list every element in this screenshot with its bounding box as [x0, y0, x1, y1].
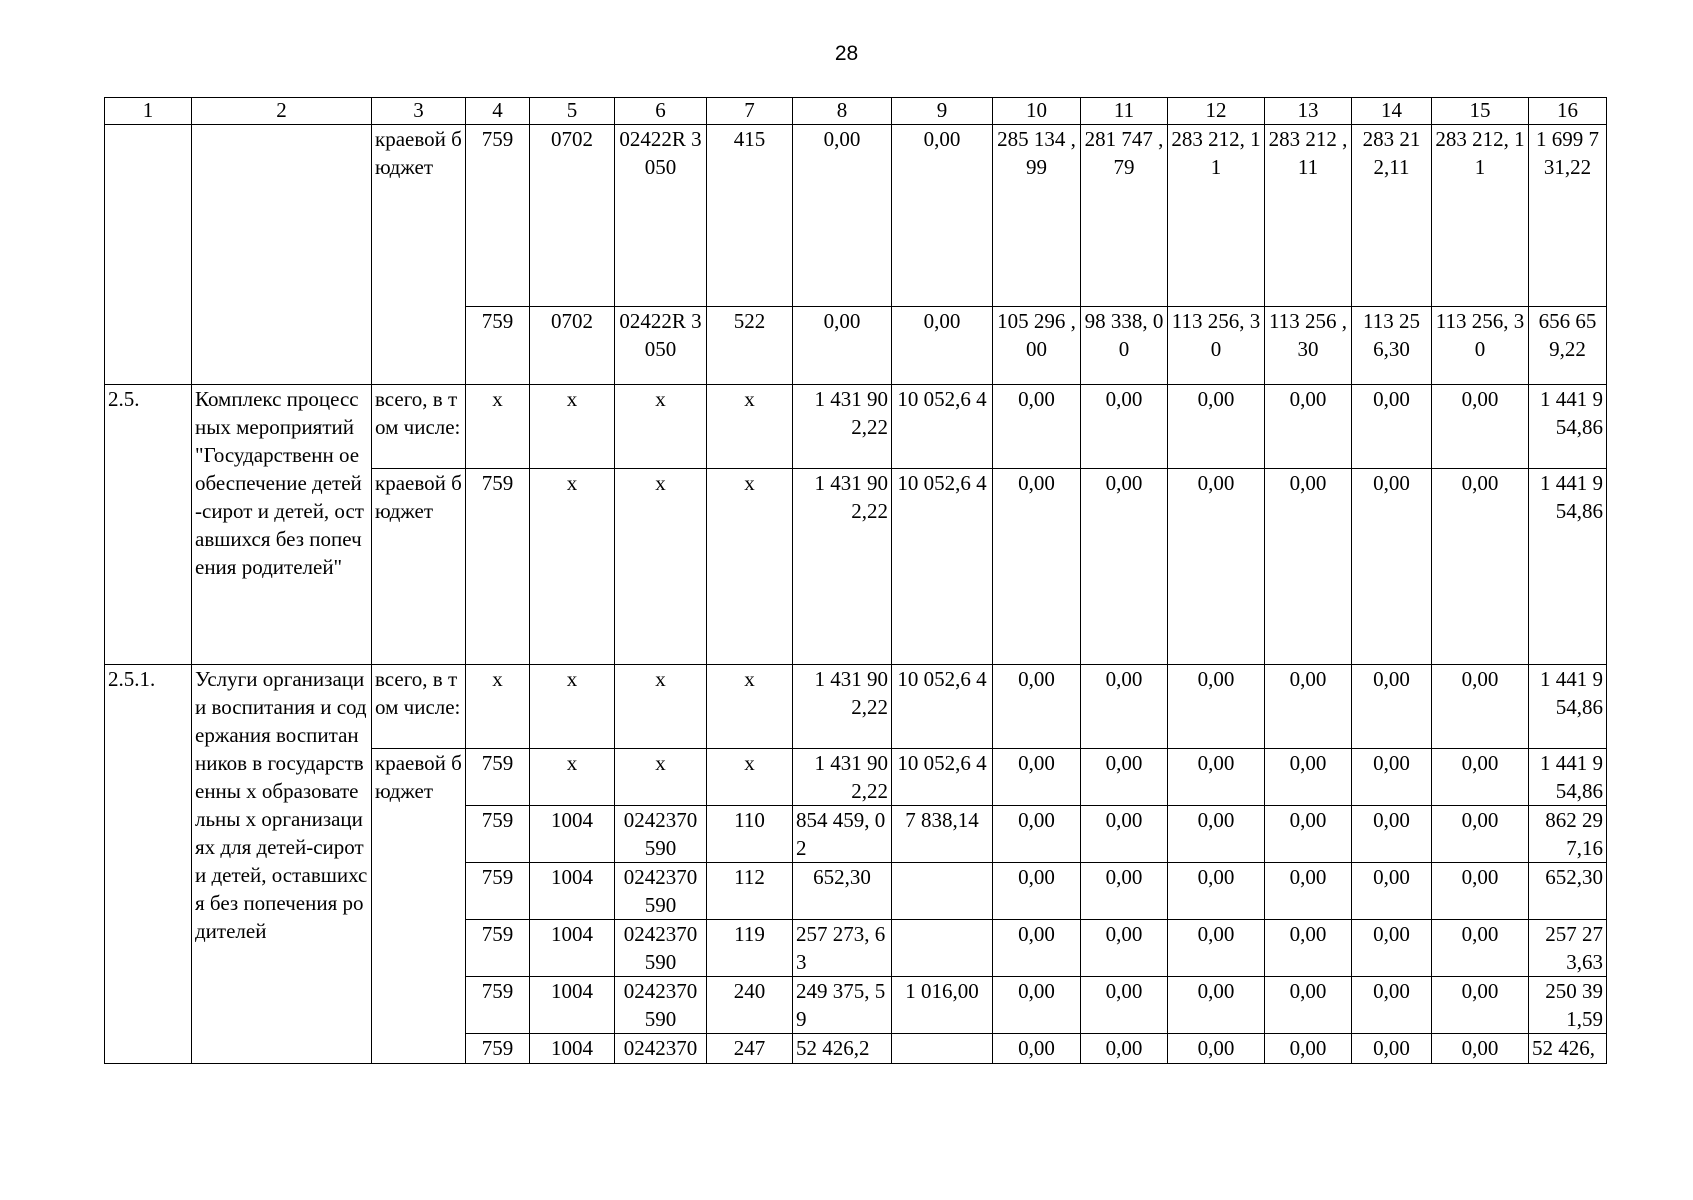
cell-c16: 1 699 7 31,22: [1529, 125, 1607, 307]
cell-c10: 0,00: [993, 469, 1081, 665]
cell-c10: 0,00: [993, 863, 1081, 920]
cell-c9: 1 016,00: [892, 977, 993, 1034]
cell-c15: 0,00: [1432, 977, 1529, 1034]
cell-c9: [892, 920, 993, 977]
cell-c5: 1004: [530, 806, 615, 863]
cell-c10: 0,00: [993, 1034, 1081, 1064]
cell-c5: x: [530, 749, 615, 806]
column-header: 5: [530, 98, 615, 125]
cell-c13: 0,00: [1265, 863, 1352, 920]
item-number-cell: [105, 125, 192, 385]
cell-c12: 0,00: [1168, 806, 1265, 863]
cell-c14: 0,00: [1352, 749, 1432, 806]
cell-c9: 7 838,14: [892, 806, 993, 863]
cell-c7: 522: [707, 307, 793, 385]
cell-c16: 656 65 9,22: [1529, 307, 1607, 385]
cell-c7: x: [707, 469, 793, 665]
funding-source-cell: краевой бюджет: [372, 125, 466, 385]
cell-c6: 0242370 590: [615, 806, 707, 863]
cell-c11: 0,00: [1081, 920, 1168, 977]
cell-c8: 257 273, 63: [793, 920, 892, 977]
cell-c7: 247: [707, 1034, 793, 1064]
funding-source-cell: всего, в том числе:: [372, 665, 466, 749]
cell-c13: 0,00: [1265, 749, 1352, 806]
cell-c7: 240: [707, 977, 793, 1034]
column-header: 3: [372, 98, 466, 125]
cell-c12: 0,00: [1168, 749, 1265, 806]
cell-c10: 0,00: [993, 749, 1081, 806]
cell-c10: 0,00: [993, 806, 1081, 863]
cell-c11: 0,00: [1081, 749, 1168, 806]
cell-c6: 0242370 590: [615, 977, 707, 1034]
cell-c15: 0,00: [1432, 920, 1529, 977]
cell-c12: 0,00: [1168, 863, 1265, 920]
column-header: 16: [1529, 98, 1607, 125]
cell-c7: 415: [707, 125, 793, 307]
cell-c9: 10 052,6 4: [892, 749, 993, 806]
cell-c13: 0,00: [1265, 806, 1352, 863]
cell-c12: 283 212, 11: [1168, 125, 1265, 307]
item-name-cell: Услуги организации воспитания и содержания воспитанников в государственны х образовательны х организациях для детей-сирот и детей, оставшихся без попечения родителей: [192, 665, 372, 1064]
cell-c16: 862 29 7,16: [1529, 806, 1607, 863]
cell-c13: 113 256 ,30: [1265, 307, 1352, 385]
cell-c8: 249 375, 59: [793, 977, 892, 1034]
cell-c10: 105 296 ,00: [993, 307, 1081, 385]
cell-c9: 0,00: [892, 125, 993, 307]
column-header: 9: [892, 98, 993, 125]
cell-c13: 0,00: [1265, 920, 1352, 977]
column-header: 14: [1352, 98, 1432, 125]
cell-c11: 0,00: [1081, 665, 1168, 749]
cell-c12: 0,00: [1168, 920, 1265, 977]
table-row: [105, 385, 1607, 469]
cell-c4: 759: [466, 806, 530, 863]
cell-c5: x: [530, 665, 615, 749]
column-header: 10: [993, 98, 1081, 125]
cell-c9: [892, 863, 993, 920]
cell-c16: 1 441 9 54,86: [1529, 749, 1607, 806]
cell-c6: 02422R 3050: [615, 307, 707, 385]
cell-c5: x: [530, 469, 615, 665]
cell-c8: 0,00: [793, 307, 892, 385]
cell-c10: 0,00: [993, 665, 1081, 749]
cell-c10: 0,00: [993, 385, 1081, 469]
cell-c13: 0,00: [1265, 469, 1352, 665]
cell-c11: 98 338, 00: [1081, 307, 1168, 385]
cell-c4: 759: [466, 307, 530, 385]
cell-c8: 1 431 90 2,22: [793, 469, 892, 665]
cell-c7: x: [707, 749, 793, 806]
funding-source-cell: краевой бюджет: [372, 469, 466, 665]
cell-c16: 1 441 9 54,86: [1529, 469, 1607, 665]
cell-c12: 0,00: [1168, 977, 1265, 1034]
cell-c15: 0,00: [1432, 665, 1529, 749]
cell-c14: 113 25 6,30: [1352, 307, 1432, 385]
cell-c10: 285 134 ,99: [993, 125, 1081, 307]
item-number-cell: 2.5.1.: [105, 665, 192, 1064]
cell-c8: 1 431 90 2,22: [793, 665, 892, 749]
cell-c12: 113 256, 30: [1168, 307, 1265, 385]
cell-c6: 0242370: [615, 1034, 707, 1064]
item-name-cell: Комплекс процессных мероприятий "Государственн ое обеспечение детей-сирот и детей, оставшихся без попечения родителей": [192, 385, 372, 665]
cell-c16: 250 39 1,59: [1529, 977, 1607, 1034]
column-header: 12: [1168, 98, 1265, 125]
funding-source-cell: всего, в том числе:: [372, 385, 466, 469]
cell-c6: 0242370 590: [615, 863, 707, 920]
cell-c10: 0,00: [993, 977, 1081, 1034]
cell-c13: 0,00: [1265, 977, 1352, 1034]
budget-table: [104, 97, 1607, 1064]
cell-c15: 283 212, 11: [1432, 125, 1529, 307]
cell-c14: 0,00: [1352, 863, 1432, 920]
cell-c12: 0,00: [1168, 1034, 1265, 1064]
cell-c5: 1004: [530, 863, 615, 920]
table-row: [105, 665, 1607, 749]
funding-source-cell: краевой бюджет: [372, 749, 466, 1064]
cell-c8: 1 431 90 2,22: [793, 385, 892, 469]
cell-c13: 283 212 ,11: [1265, 125, 1352, 307]
cell-c7: x: [707, 385, 793, 469]
cell-c14: 0,00: [1352, 469, 1432, 665]
cell-c16: 52 426,: [1529, 1034, 1607, 1064]
cell-c14: 0,00: [1352, 665, 1432, 749]
cell-c11: 0,00: [1081, 863, 1168, 920]
column-header: 4: [466, 98, 530, 125]
cell-c12: 0,00: [1168, 665, 1265, 749]
cell-c13: 0,00: [1265, 385, 1352, 469]
cell-c4: 759: [466, 1034, 530, 1064]
cell-c10: 0,00: [993, 920, 1081, 977]
cell-c8: 52 426,2: [793, 1034, 892, 1064]
cell-c15: 0,00: [1432, 469, 1529, 665]
cell-c15: 0,00: [1432, 1034, 1529, 1064]
page-number: 28: [834, 42, 859, 65]
cell-c14: 0,00: [1352, 920, 1432, 977]
cell-c15: 0,00: [1432, 863, 1529, 920]
column-header: 1: [105, 98, 192, 125]
cell-c16: 257 27 3,63: [1529, 920, 1607, 977]
cell-c4: x: [466, 665, 530, 749]
cell-c7: 110: [707, 806, 793, 863]
cell-c11: 0,00: [1081, 977, 1168, 1034]
item-name-cell: [192, 125, 372, 385]
cell-c5: 1004: [530, 977, 615, 1034]
cell-c15: 113 256, 30: [1432, 307, 1529, 385]
cell-c8: 854 459, 02: [793, 806, 892, 863]
cell-c5: 0702: [530, 307, 615, 385]
cell-c7: 112: [707, 863, 793, 920]
cell-c14: 0,00: [1352, 977, 1432, 1034]
cell-c6: x: [615, 665, 707, 749]
cell-c9: 10 052,6 4: [892, 469, 993, 665]
cell-c6: x: [615, 385, 707, 469]
cell-c11: 0,00: [1081, 469, 1168, 665]
cell-c9: 10 052,6 4: [892, 665, 993, 749]
cell-c9: 0,00: [892, 307, 993, 385]
cell-c5: 1004: [530, 920, 615, 977]
column-header: 8: [793, 98, 892, 125]
cell-c5: 1004: [530, 1034, 615, 1064]
cell-c6: 0242370 590: [615, 920, 707, 977]
cell-c4: 759: [466, 920, 530, 977]
cell-c8: 0,00: [793, 125, 892, 307]
cell-c4: 759: [466, 749, 530, 806]
cell-c11: 281 747 ,79: [1081, 125, 1168, 307]
column-header: 13: [1265, 98, 1352, 125]
cell-c12: 0,00: [1168, 469, 1265, 665]
cell-c14: 283 21 2,11: [1352, 125, 1432, 307]
column-header: 15: [1432, 98, 1529, 125]
cell-c7: x: [707, 665, 793, 749]
cell-c15: 0,00: [1432, 749, 1529, 806]
cell-c5: 0702: [530, 125, 615, 307]
column-header: 11: [1081, 98, 1168, 125]
cell-c14: 0,00: [1352, 385, 1432, 469]
cell-c14: 0,00: [1352, 806, 1432, 863]
cell-c9: 10 052,6 4: [892, 385, 993, 469]
cell-c4: 759: [466, 469, 530, 665]
cell-c16: 652,30: [1529, 863, 1607, 920]
cell-c14: 0,00: [1352, 1034, 1432, 1064]
cell-c12: 0,00: [1168, 385, 1265, 469]
cell-c11: 0,00: [1081, 1034, 1168, 1064]
cell-c13: 0,00: [1265, 1034, 1352, 1064]
cell-c15: 0,00: [1432, 385, 1529, 469]
cell-c7: 119: [707, 920, 793, 977]
item-number-cell: 2.5.: [105, 385, 192, 665]
cell-c4: 759: [466, 863, 530, 920]
cell-c6: x: [615, 749, 707, 806]
cell-c15: 0,00: [1432, 806, 1529, 863]
cell-c4: 759: [466, 125, 530, 307]
column-header: 7: [707, 98, 793, 125]
cell-c16: 1 441 9 54,86: [1529, 385, 1607, 469]
cell-c11: 0,00: [1081, 385, 1168, 469]
column-header: 2: [192, 98, 372, 125]
cell-c8: 1 431 90 2,22: [793, 749, 892, 806]
cell-c6: x: [615, 469, 707, 665]
cell-c6: 02422R 3050: [615, 125, 707, 307]
cell-c4: x: [466, 385, 530, 469]
cell-c16: 1 441 9 54,86: [1529, 665, 1607, 749]
cell-c4: 759: [466, 977, 530, 1034]
cell-c5: x: [530, 385, 615, 469]
cell-c11: 0,00: [1081, 806, 1168, 863]
column-header: 6: [615, 98, 707, 125]
table-row: [105, 125, 1607, 307]
column-number-row: [105, 98, 1607, 125]
cell-c13: 0,00: [1265, 665, 1352, 749]
cell-c9: [892, 1034, 993, 1064]
cell-c8: 652,30: [793, 863, 892, 920]
